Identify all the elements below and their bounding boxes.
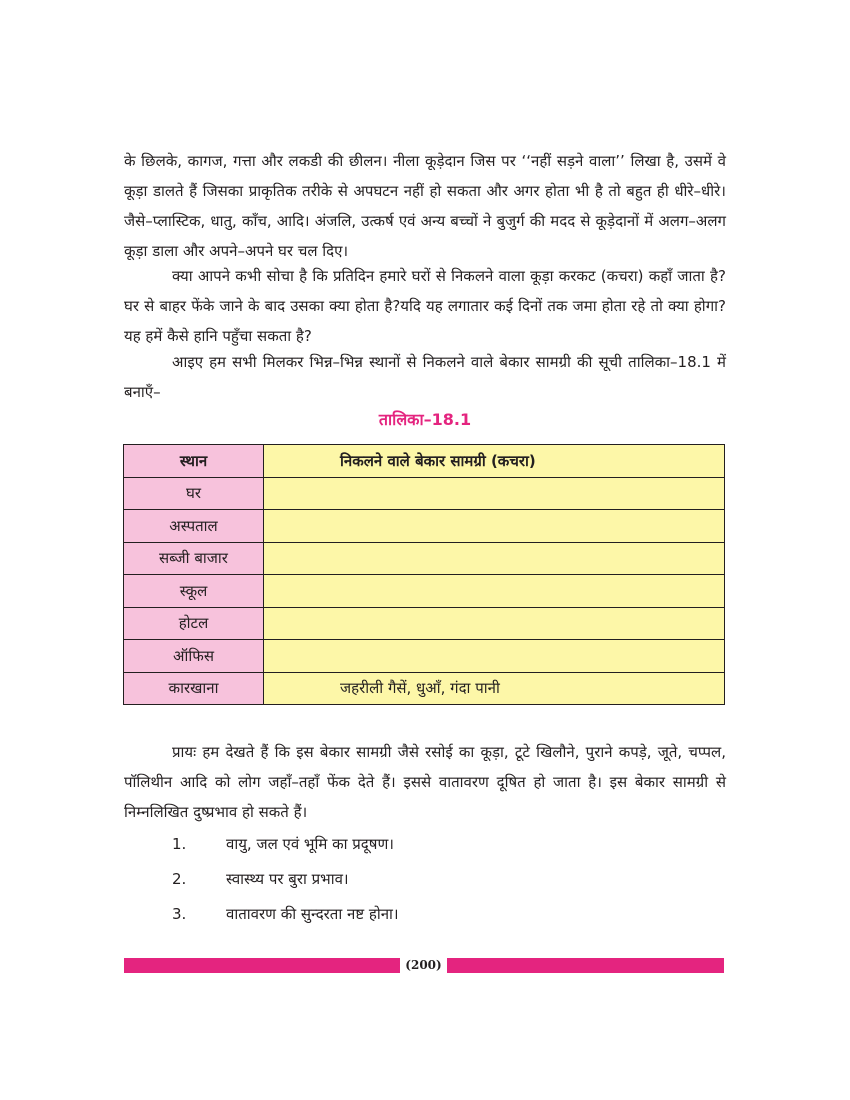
waste-cell bbox=[264, 510, 725, 543]
table-caption: तालिका–18.1 bbox=[378, 410, 472, 429]
table-row bbox=[124, 672, 725, 705]
table-row bbox=[124, 575, 725, 608]
paragraph-activity: आइए हम सभी मिलकर भिन्न–भिन्न स्थानों से निकलने वाले बेकार सामग्री की सूची तालिका–18.1 में बनाएँ– bbox=[124, 353, 726, 401]
waste-cell: जहरीली गैसें, धुआँ, गंदा पानी bbox=[264, 672, 725, 705]
waste-cell bbox=[264, 607, 725, 640]
table-row bbox=[124, 477, 725, 510]
place-cell: स्कूल bbox=[124, 575, 264, 608]
paragraph-question: क्या आपने कभी सोचा है कि प्रतिदिन हमारे घरों से निकलने वाला कूड़ा करकट (कचरा) कहाँ जाता है?घर से बाहर फेंके जाने के बाद उसका क्या होता है?यदि यह लगातार कई दिनों तक जमा होता रहे तो क्या होगा?यह हमें कैसे हानि पहुँचा सकता है? bbox=[124, 267, 726, 345]
footer-bar-right bbox=[447, 958, 724, 973]
waste-cell bbox=[264, 640, 725, 673]
footer-bar-left bbox=[124, 958, 400, 973]
list-text: वातावरण की सुन्दरता नष्ट होना। bbox=[226, 905, 399, 923]
table-row bbox=[124, 510, 725, 543]
page-number: (200) bbox=[405, 958, 442, 972]
list-number: 1. bbox=[172, 835, 187, 853]
place-cell: सब्जी बाजार bbox=[124, 542, 264, 575]
place-cell: होटल bbox=[124, 607, 264, 640]
list-number: 3. bbox=[172, 905, 187, 923]
place-cell: ऑफिस bbox=[124, 640, 264, 673]
header-waste: निकलने वाले बेकार सामग्री (कचरा) bbox=[264, 445, 725, 478]
list-number: 2. bbox=[172, 870, 187, 888]
waste-cell bbox=[264, 575, 725, 608]
table-row bbox=[124, 640, 725, 673]
header-place: स्थान bbox=[124, 445, 264, 478]
table-row bbox=[124, 607, 725, 640]
waste-table bbox=[123, 444, 725, 705]
paragraph-intro: के छिलके, कागज, गत्ता और लकडी की छीलन। नीला कूड़ेदान जिस पर ‘‘नहीं सड़ने वाला’’ लिखा है, उसमें वे कूड़ा डालते हैं जिसका प्राकृतिक तरीके से अपघटन नहीं हो सकता और अगर होता भी है तो बहुत ही धीरे–धीरे। जैसे–प्लास्टिक, धातु, काँच, आदि। अंजलि, उत्कर्ष एवं अन्य बच्चों ने बुजुर्ग की मदद से कूड़ेदानों में अलग–अलग कूड़ा डाला और अपने–अपने घर चल दिए। bbox=[124, 152, 726, 260]
list-text: वायु, जल एवं भूमि का प्रदूषण। bbox=[226, 835, 394, 853]
place-cell: घर bbox=[124, 477, 264, 510]
waste-cell bbox=[264, 542, 725, 575]
place-cell: कारखाना bbox=[124, 672, 264, 705]
place-cell: अस्पताल bbox=[124, 510, 264, 543]
paragraph-effects: प्रायः हम देखते हैं कि इस बेकार सामग्री जैसे रसोई का कूड़ा, टूटे खिलौने, पुराने कपड़े, जूते, चप्पल, पॉलिथीन आदि को लोग जहाँ–तहाँ फेंक देते हैं। इससे वातावरण दूषित हो जाता है। इस बेकार सामग्री से निम्नलिखित दुष्प्रभाव हो सकते हैं। bbox=[124, 743, 726, 821]
waste-cell bbox=[264, 477, 725, 510]
table-row bbox=[124, 542, 725, 575]
table-header-row bbox=[124, 445, 725, 478]
list-text: स्वास्थ्य पर बुरा प्रभाव। bbox=[226, 870, 349, 888]
